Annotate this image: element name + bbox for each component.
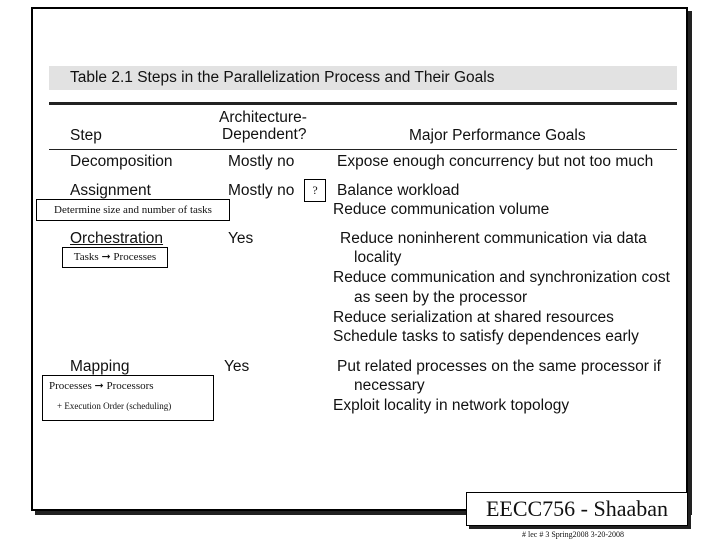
processes-processors-line [49,379,154,392]
row-orchestration-goal-3: Reduce communication and synchronization cost [333,269,670,286]
processors-label: Processors [106,380,154,392]
header-top-rule [49,102,677,105]
header-bottom-rule [49,149,677,150]
tasks-processes-box [62,247,168,268]
row-assignment-step: Assignment [70,182,151,199]
right-arrow-icon: ➞ [94,380,104,392]
mapping-annotation-box [42,375,214,421]
header-step: Step [70,127,102,144]
header-dependent: Dependent? [222,126,307,143]
row-orchestration-goal-5: Reduce serialization at shared resources [333,309,614,326]
header-architecture: Architecture- [219,109,307,126]
question-mark-box: ? [304,179,326,202]
row-decomposition-goal: Expose enough concurrency but not too much [337,153,654,170]
header-goals: Major Performance Goals [409,127,586,144]
row-orchestration-goal-4: as seen by the processor [354,289,528,306]
row-orchestration-goal-6: Schedule tasks to satisfy dependences early [333,328,639,345]
row-orchestration-arch: Yes [228,230,254,247]
row-assignment-goal-1: Balance workload [337,182,460,199]
row-mapping-arch: Yes [224,358,250,375]
row-mapping-goal-1: Put related processes on the same processor if [337,358,661,375]
row-orchestration-goal-2: locality [354,249,402,266]
row-decomposition-arch: Mostly no [228,153,295,170]
row-orchestration-step: Orchestration [70,230,164,247]
processes-label: Processes [113,251,157,263]
table-title: Table 2.1 Steps in the Parallelization Process and Their Goals [70,69,495,86]
right-arrow-icon: ➞ [101,251,111,263]
course-badge: EECC756 - Shaaban [466,492,688,526]
row-mapping-step: Mapping [70,358,130,375]
tasks-label: Tasks [73,251,99,263]
row-decomposition-step: Decomposition [70,153,173,170]
footer-text: # lec # 3 Spring2008 3-20-2008 [522,530,624,539]
row-assignment-arch: Mostly no [228,182,295,199]
row-orchestration-goal-1: Reduce noninherent communication via data [340,230,647,247]
row-assignment-goal-2: Reduce communication volume [333,201,550,218]
row-mapping-goal-3: Exploit locality in network topology [333,397,570,414]
row-mapping-goal-2: necessary [354,377,425,394]
execution-order-line: + Execution Order (scheduling) [57,401,172,411]
determine-tasks-box: Determine size and number of tasks [36,199,230,221]
processes-label: Processes [49,380,92,392]
